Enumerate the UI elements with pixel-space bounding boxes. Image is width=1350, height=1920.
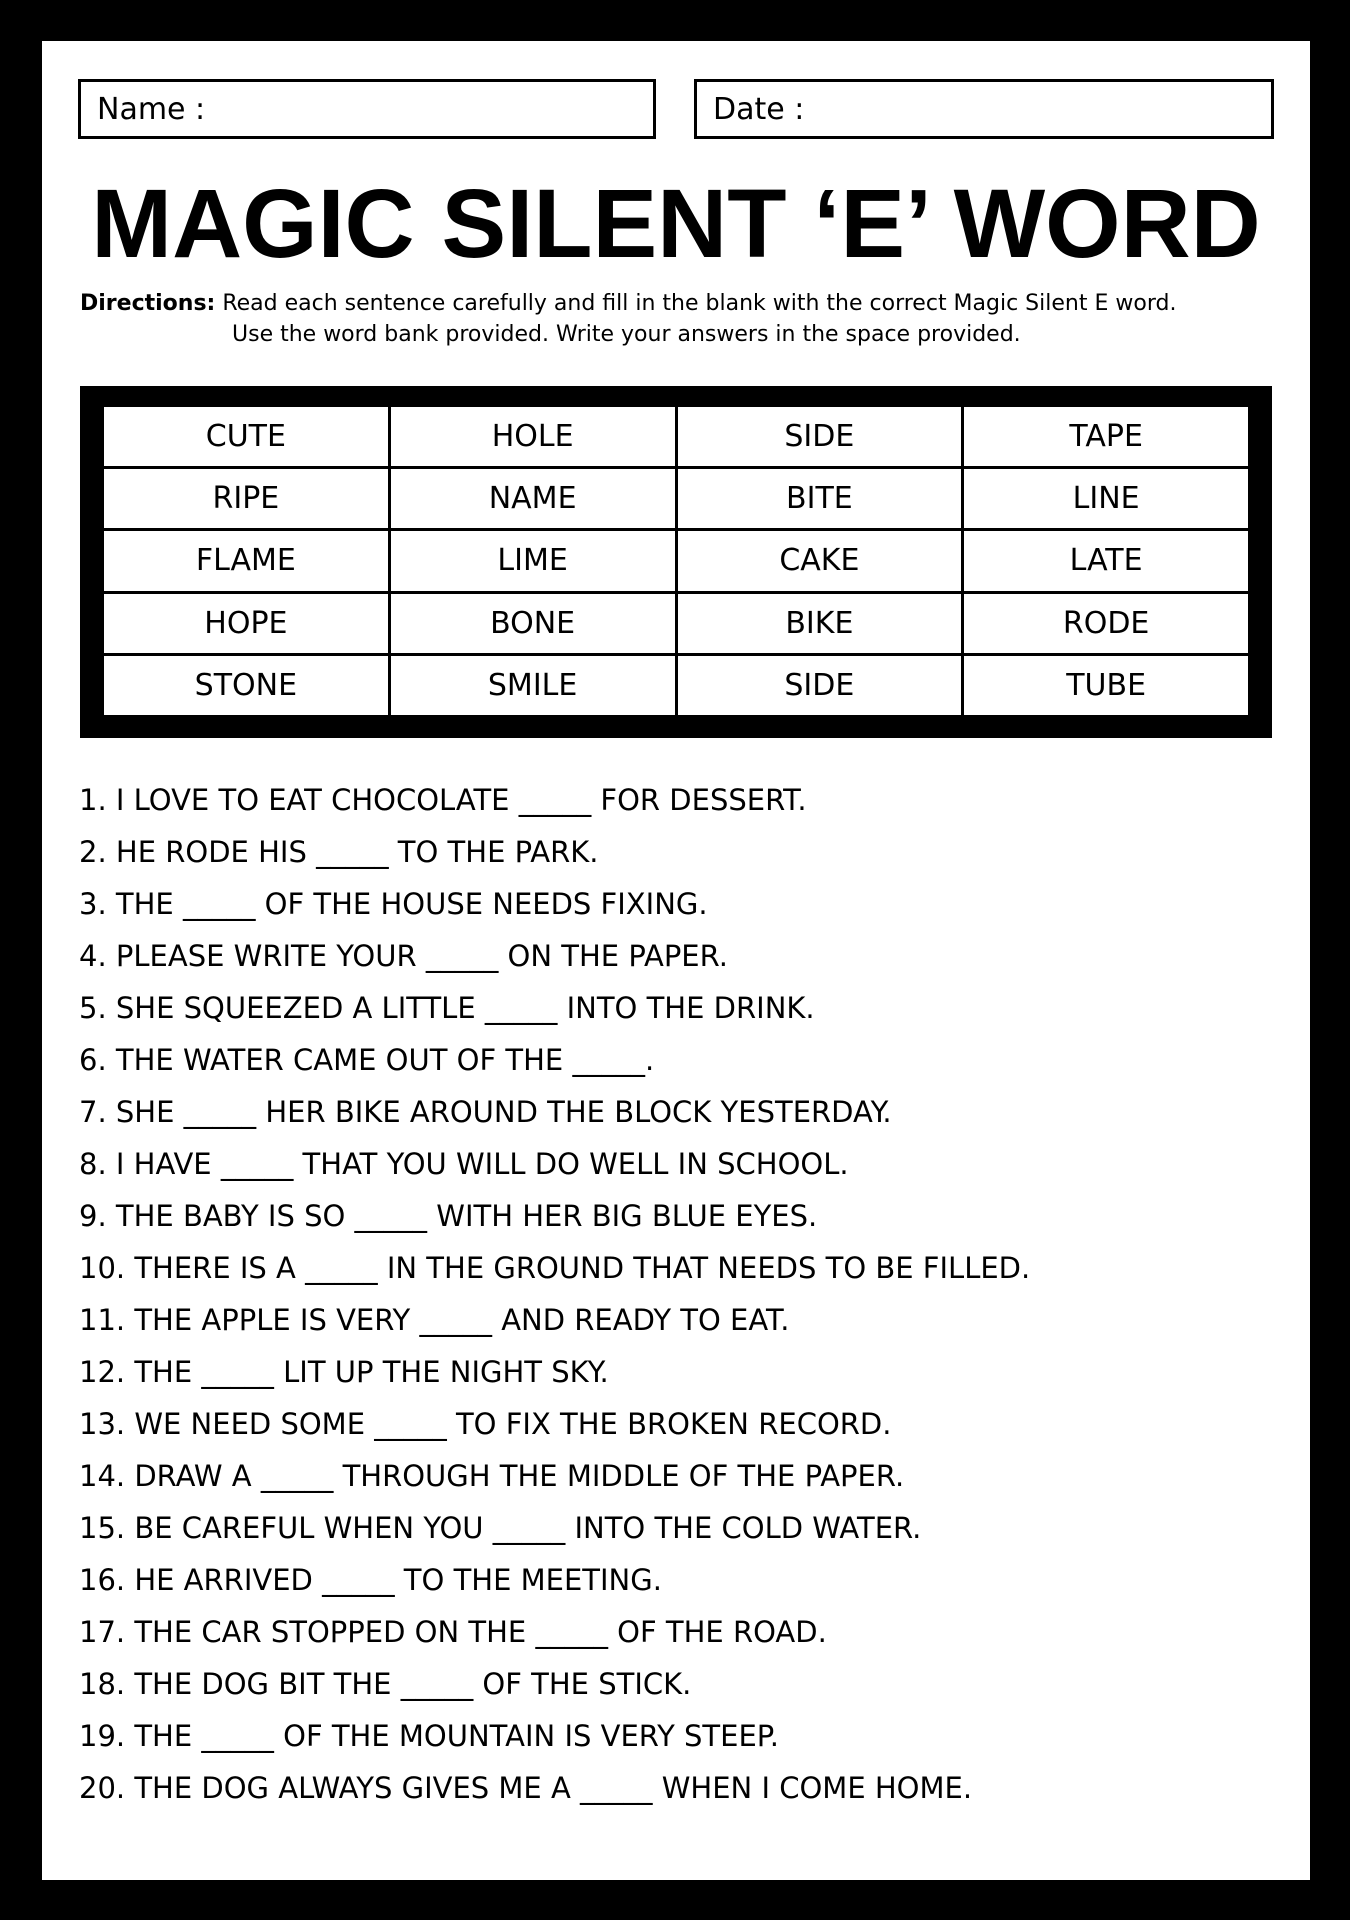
question-item: 19. THE _____ OF THE MOUNTAIN IS VERY STEEP. (79, 1719, 779, 1753)
directions-text-1: Read each sentence carefully and fill in the blank with the correct Magic Silent E word. (215, 291, 1177, 316)
word-bank-cell: TAPE (963, 406, 1250, 468)
question-item: 2. HE RODE HIS _____ TO THE PARK. (79, 835, 599, 869)
name-label: Name : (97, 91, 206, 127)
question-item: 7. SHE _____ HER BIKE AROUND THE BLOCK YESTERDAY. (79, 1095, 892, 1129)
word-bank-cell: RODE (963, 592, 1250, 654)
word-bank-cell: LINE (963, 468, 1250, 530)
question-item: 11. THE APPLE IS VERY _____ AND READY TO EAT. (79, 1303, 790, 1337)
word-bank-cell: TUBE (963, 654, 1250, 716)
directions (80, 288, 1274, 350)
directions-line-1 (80, 288, 1274, 319)
word-bank-row (103, 530, 1250, 592)
question-item: 10. THERE IS A _____ IN THE GROUND THAT NEEDS TO BE FILLED. (79, 1251, 1031, 1285)
question-item: 12. THE _____ LIT UP THE NIGHT SKY. (79, 1355, 609, 1389)
question-item: 15. BE CAREFUL WHEN YOU _____ INTO THE COLD WATER. (79, 1511, 922, 1545)
question-item: 3. THE _____ OF THE HOUSE NEEDS FIXING. (79, 887, 708, 921)
word-bank-row (103, 468, 1250, 530)
word-bank-cell: SIDE (676, 654, 963, 716)
question-item: 9. THE BABY IS SO _____ WITH HER BIG BLUE EYES. (79, 1199, 818, 1233)
word-bank-cell: RIPE (103, 468, 390, 530)
question-item: 13. WE NEED SOME _____ TO FIX THE BROKEN RECORD. (79, 1407, 892, 1441)
directions-label: Directions: (80, 291, 216, 316)
question-item: 1. I LOVE TO EAT CHOCOLATE _____ FOR DESSERT. (79, 783, 807, 817)
question-item: 4. PLEASE WRITE YOUR _____ ON THE PAPER. (79, 939, 728, 973)
word-bank-cell: BIKE (676, 592, 963, 654)
word-bank-row (103, 654, 1250, 716)
question-item: 5. SHE SQUEEZED A LITTLE _____ INTO THE DRINK. (79, 991, 815, 1025)
question-item: 18. THE DOG BIT THE _____ OF THE STICK. (79, 1667, 692, 1701)
name-field[interactable] (78, 79, 656, 139)
question-item: 16. HE ARRIVED _____ TO THE MEETING. (79, 1563, 662, 1597)
question-item: 8. I HAVE _____ THAT YOU WILL DO WELL IN SCHOOL. (79, 1147, 849, 1181)
word-bank (80, 386, 1272, 738)
worksheet-page (42, 41, 1310, 1880)
word-bank-table (101, 404, 1251, 718)
question-item: 17. THE CAR STOPPED ON THE _____ OF THE ROAD. (79, 1615, 827, 1649)
word-bank-row (103, 406, 1250, 468)
word-bank-cell: CUTE (103, 406, 390, 468)
word-bank-cell: LATE (963, 530, 1250, 592)
word-bank-cell: HOLE (389, 406, 676, 468)
word-bank-cell: SMILE (389, 654, 676, 716)
word-bank-cell: FLAME (103, 530, 390, 592)
worksheet-title: MAGIC SILENT ‘E’ WORD (91, 169, 1261, 278)
question-list (79, 774, 1269, 1814)
word-bank-cell: BITE (676, 468, 963, 530)
question-item: 20. THE DOG ALWAYS GIVES ME A _____ WHEN I COME HOME. (79, 1771, 973, 1805)
question-item: 6. THE WATER CAME OUT OF THE _____. (79, 1043, 655, 1077)
question-item: 14. DRAW A _____ THROUGH THE MIDDLE OF THE PAPER. (79, 1459, 905, 1493)
directions-line-2: Use the word bank provided. Write your answers in the space provided. (232, 322, 1021, 347)
date-label: Date : (713, 91, 805, 127)
word-bank-cell: CAKE (676, 530, 963, 592)
word-bank-cell: HOPE (103, 592, 390, 654)
word-bank-cell: LIME (389, 530, 676, 592)
word-bank-cell: STONE (103, 654, 390, 716)
word-bank-cell: BONE (389, 592, 676, 654)
word-bank-cell: SIDE (676, 406, 963, 468)
word-bank-row (103, 592, 1250, 654)
word-bank-cell: NAME (389, 468, 676, 530)
date-field[interactable] (694, 79, 1274, 139)
